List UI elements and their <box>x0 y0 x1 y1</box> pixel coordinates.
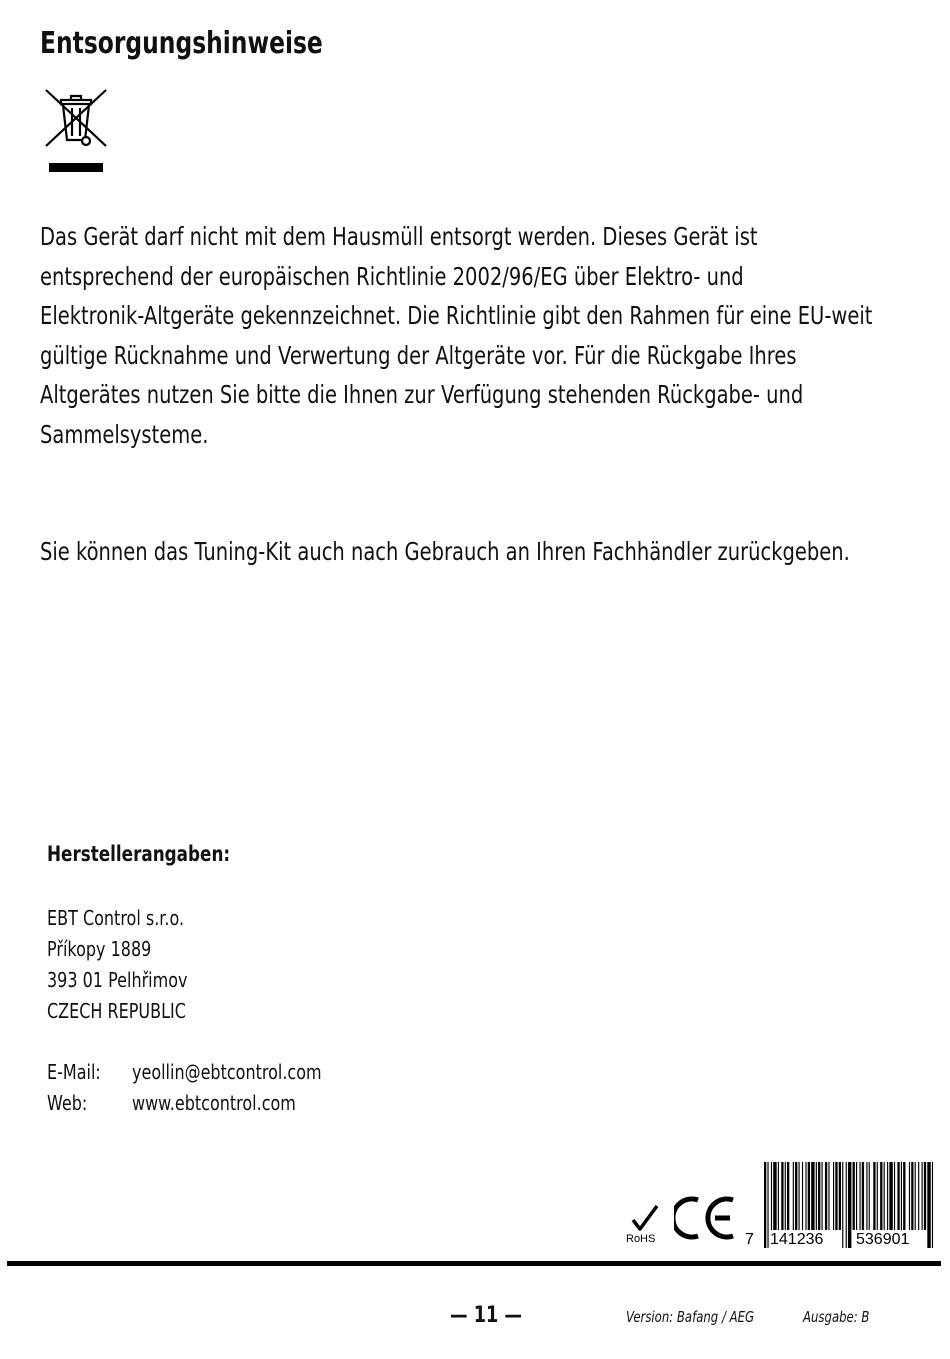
email-label: E-Mail: <box>47 1060 101 1084</box>
barcode-bar <box>903 1162 905 1230</box>
barcode-bar <box>764 1162 766 1248</box>
barcode-bar <box>932 1162 933 1248</box>
barcode-bar <box>846 1162 847 1248</box>
barcode <box>742 1160 934 1250</box>
barcode-bar <box>785 1162 786 1230</box>
web-label: Web: <box>47 1091 88 1115</box>
barcode-bar <box>859 1162 860 1230</box>
barcode-bar <box>862 1162 864 1230</box>
barcode-bar <box>811 1162 814 1230</box>
page-title: Entsorgungshinweise <box>40 26 323 61</box>
barcode-bar <box>856 1162 857 1230</box>
barcode-bar <box>877 1162 878 1230</box>
edition-label: Ausgabe: B <box>803 1308 870 1326</box>
address-line: EBT Control s.r.o. <box>47 906 185 930</box>
address-line: CZECH REPUBLIC <box>47 999 186 1023</box>
disposal-paragraph <box>40 217 950 455</box>
barcode-bar <box>848 1162 851 1248</box>
footer-divider <box>7 1261 941 1266</box>
address-line: Příkopy 1889 <box>47 937 152 961</box>
text-line: entsprechend der europäischen Richtlinie 2002/96/EG über Elektro- und <box>40 261 744 291</box>
web-link[interactable]: www.ebtcontrol.com <box>132 1091 296 1115</box>
page-number: — 11 — <box>450 1303 522 1328</box>
barcode-bar <box>884 1162 885 1230</box>
text-line: Altgerätes nutzen Sie bitte die Ihnen zur Verfügung stehenden Rückgabe- und <box>40 380 804 410</box>
weee-crossed-bin-icon <box>44 86 110 178</box>
barcode-bar <box>880 1162 882 1230</box>
barcode-bar <box>922 1162 923 1230</box>
barcode-bar <box>808 1162 810 1230</box>
barcode-bar <box>805 1162 806 1230</box>
barcode-bar <box>873 1162 875 1230</box>
barcode-bar <box>773 1162 776 1230</box>
barcode-bar <box>802 1162 803 1230</box>
barcode-bar <box>787 1162 789 1230</box>
ce-mark-icon <box>674 1195 738 1241</box>
version-label: Version: Bafang / AEG <box>626 1308 755 1326</box>
barcode-bar <box>816 1162 817 1230</box>
barcode-bar <box>778 1162 779 1230</box>
barcode-bar <box>853 1162 855 1230</box>
barcode-bar <box>887 1162 888 1230</box>
barcode-bar <box>839 1162 841 1230</box>
barcode-bar <box>799 1162 800 1230</box>
barcode-bar <box>927 1162 930 1248</box>
manufacturer-address <box>47 903 223 1027</box>
barcode-bar <box>833 1162 834 1230</box>
text-line: gültige Rücknahme und Verwertung der Altgeräte vor. Für die Rückgabe Ihres <box>40 340 797 370</box>
barcode-bar <box>767 1162 768 1248</box>
barcode-bar <box>894 1162 895 1230</box>
barcode-bar <box>869 1162 870 1230</box>
text-line: Elektronik-Altgeräte gekennzeichnet. Die Richtlinie gibt den Rahmen für eine EU-weit <box>40 301 873 331</box>
barcode-bar <box>825 1162 827 1230</box>
rohs-check-icon <box>624 1202 664 1246</box>
return-paragraph <box>40 532 950 572</box>
manufacturer-heading: Herstellerangaben: <box>47 842 231 866</box>
barcode-bar <box>793 1162 794 1230</box>
rohs-label: RoHS <box>626 1233 656 1245</box>
barcode-bar <box>828 1162 829 1230</box>
barcode-bar <box>822 1162 823 1230</box>
barcode-bar <box>911 1162 913 1230</box>
barcode-bar <box>866 1162 867 1230</box>
email-link[interactable]: yeollin@ebtcontrol.com <box>132 1060 322 1084</box>
barcode-bar <box>781 1162 783 1230</box>
barcode-bar <box>897 1162 899 1230</box>
barcode-bar <box>901 1162 902 1230</box>
barcode-bar <box>915 1162 916 1230</box>
barcode-right-digits: 536901 <box>856 1231 910 1248</box>
barcode-bar <box>771 1162 772 1230</box>
barcode-bar <box>909 1162 910 1230</box>
barcode-bar <box>889 1162 892 1230</box>
address-line: 393 01 Pelhřimov <box>47 968 188 992</box>
barcode-bar <box>795 1162 797 1230</box>
text-line: Sammelsysteme. <box>40 419 209 449</box>
barcode-bar <box>835 1162 837 1230</box>
text-line: Sie können das Tuning-Kit auch nach Gebrauch an Ihren Fachhändler zurückgeben. <box>40 537 850 566</box>
barcode-left-digits: 141236 <box>770 1231 824 1248</box>
barcode-bar <box>818 1162 820 1230</box>
barcode-bar <box>842 1162 843 1248</box>
barcode-lead-digit: 7 <box>745 1231 754 1248</box>
barcode-bar <box>924 1162 926 1230</box>
barcode-bar <box>918 1162 919 1230</box>
text-line: Das Gerät darf nicht mit dem Hausmüll entsorgt werden. Dieses Gerät ist <box>40 222 758 251</box>
